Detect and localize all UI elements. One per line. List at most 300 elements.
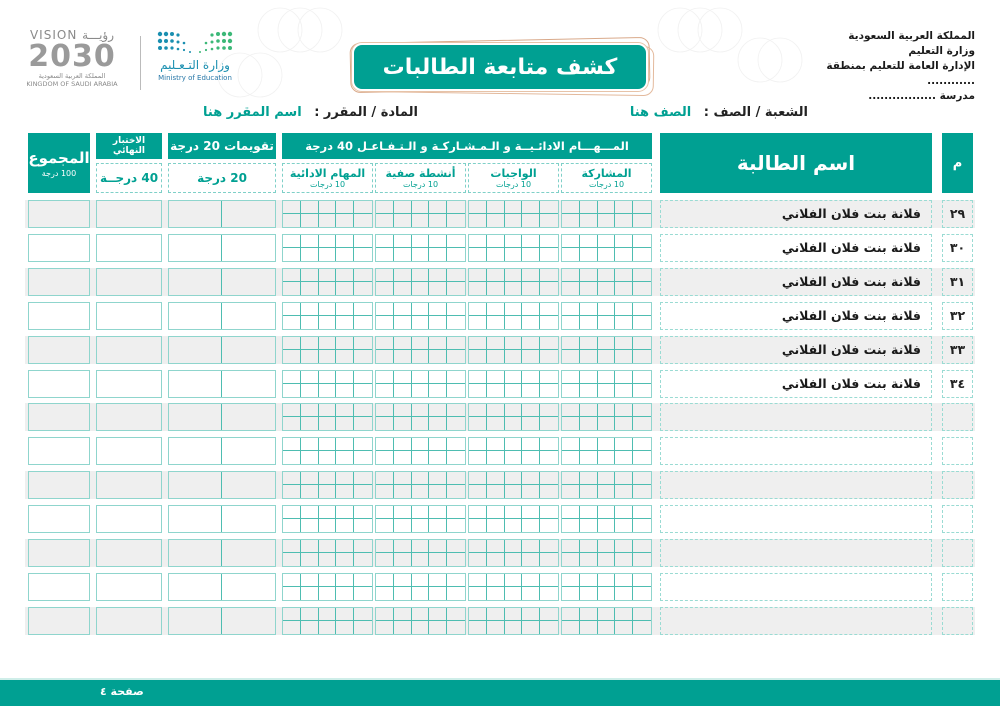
score-box[interactable] — [522, 316, 540, 329]
score-box[interactable] — [469, 404, 487, 417]
score-box[interactable] — [469, 201, 487, 214]
score-box[interactable] — [319, 235, 337, 248]
score-box[interactable] — [615, 371, 633, 384]
score-box[interactable] — [522, 404, 540, 417]
student-name-cell[interactable] — [660, 268, 932, 296]
row-index-cell[interactable] — [942, 505, 973, 533]
score-box[interactable] — [562, 384, 580, 397]
score-box[interactable] — [615, 621, 633, 634]
score-box[interactable] — [412, 316, 430, 329]
class-activities-grid[interactable] — [375, 268, 466, 296]
row-index-cell[interactable] — [942, 370, 973, 398]
score-box[interactable] — [562, 438, 580, 451]
score-box[interactable] — [505, 384, 523, 397]
assessments-cell[interactable] — [168, 573, 276, 601]
score-box[interactable] — [505, 472, 523, 485]
score-box[interactable] — [562, 553, 580, 566]
score-box[interactable] — [376, 553, 394, 566]
homework-grid[interactable] — [468, 268, 559, 296]
score-box[interactable] — [283, 337, 301, 350]
score-box[interactable] — [615, 451, 633, 464]
score-box[interactable] — [376, 438, 394, 451]
score-box[interactable] — [394, 201, 412, 214]
score-box[interactable] — [580, 337, 598, 350]
score-box[interactable] — [376, 214, 394, 227]
score-box[interactable] — [540, 214, 558, 227]
score-box[interactable] — [540, 451, 558, 464]
total-cell[interactable] — [28, 200, 90, 228]
score-box[interactable] — [447, 608, 465, 621]
row-index-cell[interactable] — [942, 607, 973, 635]
score-box[interactable] — [598, 574, 616, 587]
assessment-box[interactable] — [222, 608, 275, 634]
score-box[interactable] — [412, 201, 430, 214]
score-box[interactable] — [376, 621, 394, 634]
score-box[interactable] — [429, 201, 447, 214]
score-box[interactable] — [580, 316, 598, 329]
score-box[interactable] — [633, 540, 651, 553]
score-box[interactable] — [598, 337, 616, 350]
student-name-cell[interactable] — [660, 234, 932, 262]
score-box[interactable] — [394, 485, 412, 498]
score-box[interactable] — [394, 506, 412, 519]
score-box[interactable] — [580, 282, 598, 295]
score-box[interactable] — [354, 587, 372, 600]
score-box[interactable] — [562, 201, 580, 214]
assessment-box[interactable] — [169, 371, 222, 397]
assessment-box[interactable] — [222, 574, 275, 600]
score-box[interactable] — [412, 608, 430, 621]
score-box[interactable] — [301, 201, 319, 214]
score-box[interactable] — [598, 519, 616, 532]
score-box[interactable] — [319, 248, 337, 261]
total-cell[interactable] — [28, 471, 90, 499]
total-cell[interactable] — [28, 268, 90, 296]
score-box[interactable] — [429, 282, 447, 295]
score-box[interactable] — [447, 540, 465, 553]
score-box[interactable] — [615, 201, 633, 214]
score-box[interactable] — [336, 574, 354, 587]
homework-grid[interactable] — [468, 539, 559, 567]
score-box[interactable] — [487, 316, 505, 329]
score-box[interactable] — [505, 248, 523, 261]
score-box[interactable] — [319, 553, 337, 566]
score-box[interactable] — [633, 621, 651, 634]
score-box[interactable] — [540, 574, 558, 587]
score-box[interactable] — [412, 485, 430, 498]
participation-grid[interactable] — [561, 234, 652, 262]
score-box[interactable] — [447, 438, 465, 451]
score-box[interactable] — [487, 587, 505, 600]
score-box[interactable] — [505, 574, 523, 587]
score-box[interactable] — [505, 404, 523, 417]
score-box[interactable] — [429, 371, 447, 384]
final-exam-cell[interactable] — [96, 573, 162, 601]
assessment-box[interactable] — [169, 506, 222, 532]
score-box[interactable] — [354, 608, 372, 621]
score-box[interactable] — [283, 350, 301, 363]
score-box[interactable] — [301, 269, 319, 282]
score-box[interactable] — [429, 337, 447, 350]
score-box[interactable] — [505, 350, 523, 363]
score-box[interactable] — [412, 438, 430, 451]
score-box[interactable] — [633, 587, 651, 600]
final-exam-cell[interactable] — [96, 268, 162, 296]
score-box[interactable] — [633, 201, 651, 214]
score-box[interactable] — [580, 201, 598, 214]
score-box[interactable] — [354, 201, 372, 214]
score-box[interactable] — [283, 384, 301, 397]
score-box[interactable] — [354, 303, 372, 316]
homework-grid[interactable] — [468, 200, 559, 228]
homework-grid[interactable] — [468, 505, 559, 533]
row-index-cell[interactable] — [942, 471, 973, 499]
score-box[interactable] — [336, 587, 354, 600]
score-box[interactable] — [562, 540, 580, 553]
performance-tasks-grid[interactable] — [282, 437, 373, 465]
score-box[interactable] — [336, 417, 354, 430]
score-box[interactable] — [562, 404, 580, 417]
score-box[interactable] — [615, 417, 633, 430]
score-box[interactable] — [354, 553, 372, 566]
score-box[interactable] — [319, 574, 337, 587]
assessment-box[interactable] — [169, 608, 222, 634]
score-box[interactable] — [447, 574, 465, 587]
score-box[interactable] — [562, 350, 580, 363]
score-box[interactable] — [447, 235, 465, 248]
score-box[interactable] — [336, 282, 354, 295]
score-box[interactable] — [615, 337, 633, 350]
class-activities-grid[interactable] — [375, 234, 466, 262]
score-box[interactable] — [580, 404, 598, 417]
score-box[interactable] — [615, 404, 633, 417]
score-box[interactable] — [469, 485, 487, 498]
score-box[interactable] — [633, 303, 651, 316]
score-box[interactable] — [283, 519, 301, 532]
total-cell[interactable] — [28, 505, 90, 533]
score-box[interactable] — [354, 248, 372, 261]
score-box[interactable] — [319, 350, 337, 363]
score-box[interactable] — [412, 506, 430, 519]
score-box[interactable] — [376, 269, 394, 282]
score-box[interactable] — [505, 201, 523, 214]
score-box[interactable] — [336, 214, 354, 227]
score-box[interactable] — [447, 621, 465, 634]
score-box[interactable] — [336, 472, 354, 485]
score-box[interactable] — [633, 472, 651, 485]
assessment-box[interactable] — [169, 540, 222, 566]
score-box[interactable] — [505, 485, 523, 498]
performance-tasks-grid[interactable] — [282, 573, 373, 601]
score-box[interactable] — [598, 371, 616, 384]
score-box[interactable] — [301, 540, 319, 553]
score-box[interactable] — [447, 269, 465, 282]
total-cell[interactable] — [28, 403, 90, 431]
assessment-box[interactable] — [222, 235, 275, 261]
score-box[interactable] — [301, 506, 319, 519]
score-box[interactable] — [487, 350, 505, 363]
score-box[interactable] — [412, 519, 430, 532]
score-box[interactable] — [301, 371, 319, 384]
score-box[interactable] — [487, 248, 505, 261]
student-name-cell[interactable] — [660, 607, 932, 635]
score-box[interactable] — [429, 438, 447, 451]
performance-tasks-grid[interactable] — [282, 268, 373, 296]
homework-grid[interactable] — [468, 370, 559, 398]
score-box[interactable] — [469, 451, 487, 464]
score-box[interactable] — [412, 540, 430, 553]
score-box[interactable] — [429, 248, 447, 261]
score-box[interactable] — [412, 350, 430, 363]
score-box[interactable] — [615, 587, 633, 600]
homework-grid[interactable] — [468, 471, 559, 499]
student-name-cell[interactable] — [660, 573, 932, 601]
score-box[interactable] — [615, 519, 633, 532]
score-box[interactable] — [319, 519, 337, 532]
score-box[interactable] — [336, 350, 354, 363]
score-box[interactable] — [354, 417, 372, 430]
score-box[interactable] — [505, 438, 523, 451]
score-box[interactable] — [336, 438, 354, 451]
score-box[interactable] — [354, 485, 372, 498]
score-box[interactable] — [394, 451, 412, 464]
score-box[interactable] — [394, 371, 412, 384]
score-box[interactable] — [394, 303, 412, 316]
score-box[interactable] — [522, 472, 540, 485]
assessment-box[interactable] — [222, 371, 275, 397]
score-box[interactable] — [562, 248, 580, 261]
performance-tasks-grid[interactable] — [282, 234, 373, 262]
score-box[interactable] — [469, 282, 487, 295]
score-box[interactable] — [336, 384, 354, 397]
score-box[interactable] — [598, 282, 616, 295]
score-box[interactable] — [522, 608, 540, 621]
score-box[interactable] — [301, 235, 319, 248]
score-box[interactable] — [376, 506, 394, 519]
score-box[interactable] — [469, 214, 487, 227]
score-box[interactable] — [336, 201, 354, 214]
total-cell[interactable] — [28, 370, 90, 398]
score-box[interactable] — [562, 506, 580, 519]
score-box[interactable] — [469, 506, 487, 519]
score-box[interactable] — [540, 303, 558, 316]
total-cell[interactable] — [28, 607, 90, 635]
student-name-cell[interactable] — [660, 505, 932, 533]
assessments-cell[interactable] — [168, 607, 276, 635]
score-box[interactable] — [319, 485, 337, 498]
score-box[interactable] — [522, 417, 540, 430]
score-box[interactable] — [505, 519, 523, 532]
score-box[interactable] — [376, 540, 394, 553]
score-box[interactable] — [283, 485, 301, 498]
score-box[interactable] — [319, 384, 337, 397]
score-box[interactable] — [376, 587, 394, 600]
score-box[interactable] — [562, 303, 580, 316]
score-box[interactable] — [376, 417, 394, 430]
score-box[interactable] — [562, 472, 580, 485]
score-box[interactable] — [540, 404, 558, 417]
student-name-cell[interactable] — [660, 437, 932, 465]
score-box[interactable] — [633, 608, 651, 621]
score-box[interactable] — [580, 451, 598, 464]
score-box[interactable] — [336, 316, 354, 329]
score-box[interactable] — [301, 214, 319, 227]
score-box[interactable] — [394, 621, 412, 634]
score-box[interactable] — [615, 540, 633, 553]
score-box[interactable] — [633, 485, 651, 498]
score-box[interactable] — [469, 350, 487, 363]
final-exam-cell[interactable] — [96, 437, 162, 465]
participation-grid[interactable] — [561, 539, 652, 567]
score-box[interactable] — [412, 371, 430, 384]
score-box[interactable] — [522, 587, 540, 600]
score-box[interactable] — [394, 384, 412, 397]
score-box[interactable] — [283, 248, 301, 261]
score-box[interactable] — [283, 574, 301, 587]
score-box[interactable] — [598, 608, 616, 621]
assessment-box[interactable] — [222, 438, 275, 464]
score-box[interactable] — [394, 214, 412, 227]
score-box[interactable] — [505, 553, 523, 566]
assessment-box[interactable] — [169, 404, 222, 430]
score-box[interactable] — [487, 621, 505, 634]
score-box[interactable] — [469, 574, 487, 587]
final-exam-cell[interactable] — [96, 403, 162, 431]
score-box[interactable] — [562, 371, 580, 384]
assessments-cell[interactable] — [168, 336, 276, 364]
performance-tasks-grid[interactable] — [282, 505, 373, 533]
score-box[interactable] — [412, 621, 430, 634]
score-box[interactable] — [469, 472, 487, 485]
score-box[interactable] — [429, 404, 447, 417]
score-box[interactable] — [429, 472, 447, 485]
score-box[interactable] — [540, 472, 558, 485]
homework-grid[interactable] — [468, 302, 559, 330]
score-box[interactable] — [598, 214, 616, 227]
score-box[interactable] — [487, 608, 505, 621]
student-name-cell[interactable] — [660, 200, 932, 228]
score-box[interactable] — [429, 214, 447, 227]
score-box[interactable] — [633, 553, 651, 566]
score-box[interactable] — [580, 269, 598, 282]
score-box[interactable] — [283, 553, 301, 566]
score-box[interactable] — [412, 404, 430, 417]
score-box[interactable] — [505, 303, 523, 316]
score-box[interactable] — [487, 384, 505, 397]
class-activities-grid[interactable] — [375, 370, 466, 398]
score-box[interactable] — [336, 519, 354, 532]
total-cell[interactable] — [28, 573, 90, 601]
score-box[interactable] — [522, 201, 540, 214]
score-box[interactable] — [354, 371, 372, 384]
score-box[interactable] — [540, 417, 558, 430]
score-box[interactable] — [429, 451, 447, 464]
score-box[interactable] — [598, 621, 616, 634]
score-box[interactable] — [522, 384, 540, 397]
score-box[interactable] — [429, 269, 447, 282]
score-box[interactable] — [447, 553, 465, 566]
score-box[interactable] — [615, 303, 633, 316]
score-box[interactable] — [469, 371, 487, 384]
score-box[interactable] — [376, 451, 394, 464]
score-box[interactable] — [336, 485, 354, 498]
score-box[interactable] — [487, 214, 505, 227]
class-activities-grid[interactable] — [375, 505, 466, 533]
score-box[interactable] — [429, 540, 447, 553]
score-box[interactable] — [447, 417, 465, 430]
score-box[interactable] — [505, 451, 523, 464]
score-box[interactable] — [376, 201, 394, 214]
final-exam-cell[interactable] — [96, 471, 162, 499]
score-box[interactable] — [354, 282, 372, 295]
score-box[interactable] — [301, 451, 319, 464]
score-box[interactable] — [336, 540, 354, 553]
score-box[interactable] — [562, 269, 580, 282]
score-box[interactable] — [633, 316, 651, 329]
score-box[interactable] — [354, 269, 372, 282]
score-box[interactable] — [615, 608, 633, 621]
score-box[interactable] — [319, 472, 337, 485]
score-box[interactable] — [469, 621, 487, 634]
score-box[interactable] — [522, 214, 540, 227]
score-box[interactable] — [615, 438, 633, 451]
score-box[interactable] — [283, 472, 301, 485]
score-box[interactable] — [522, 451, 540, 464]
score-box[interactable] — [598, 451, 616, 464]
assessment-box[interactable] — [222, 269, 275, 295]
score-box[interactable] — [598, 269, 616, 282]
score-box[interactable] — [447, 506, 465, 519]
score-box[interactable] — [580, 608, 598, 621]
score-box[interactable] — [540, 384, 558, 397]
score-box[interactable] — [580, 417, 598, 430]
score-box[interactable] — [283, 506, 301, 519]
score-box[interactable] — [540, 519, 558, 532]
score-box[interactable] — [469, 587, 487, 600]
homework-grid[interactable] — [468, 437, 559, 465]
score-box[interactable] — [522, 337, 540, 350]
score-box[interactable] — [598, 472, 616, 485]
score-box[interactable] — [447, 451, 465, 464]
score-box[interactable] — [283, 201, 301, 214]
score-box[interactable] — [319, 337, 337, 350]
score-box[interactable] — [319, 282, 337, 295]
score-box[interactable] — [283, 235, 301, 248]
score-box[interactable] — [319, 201, 337, 214]
score-box[interactable] — [580, 621, 598, 634]
subject-value[interactable]: اسم المقرر هنا — [203, 105, 302, 120]
score-box[interactable] — [487, 282, 505, 295]
score-box[interactable] — [283, 303, 301, 316]
participation-grid[interactable] — [561, 370, 652, 398]
score-box[interactable] — [615, 350, 633, 363]
score-box[interactable] — [376, 371, 394, 384]
class-activities-grid[interactable] — [375, 437, 466, 465]
score-box[interactable] — [540, 337, 558, 350]
score-box[interactable] — [376, 350, 394, 363]
score-box[interactable] — [283, 587, 301, 600]
score-box[interactable] — [633, 269, 651, 282]
final-exam-cell[interactable] — [96, 370, 162, 398]
score-box[interactable] — [319, 303, 337, 316]
score-box[interactable] — [540, 506, 558, 519]
score-box[interactable] — [394, 608, 412, 621]
participation-grid[interactable] — [561, 268, 652, 296]
score-box[interactable] — [522, 485, 540, 498]
score-box[interactable] — [540, 350, 558, 363]
score-box[interactable] — [522, 303, 540, 316]
score-box[interactable] — [301, 404, 319, 417]
